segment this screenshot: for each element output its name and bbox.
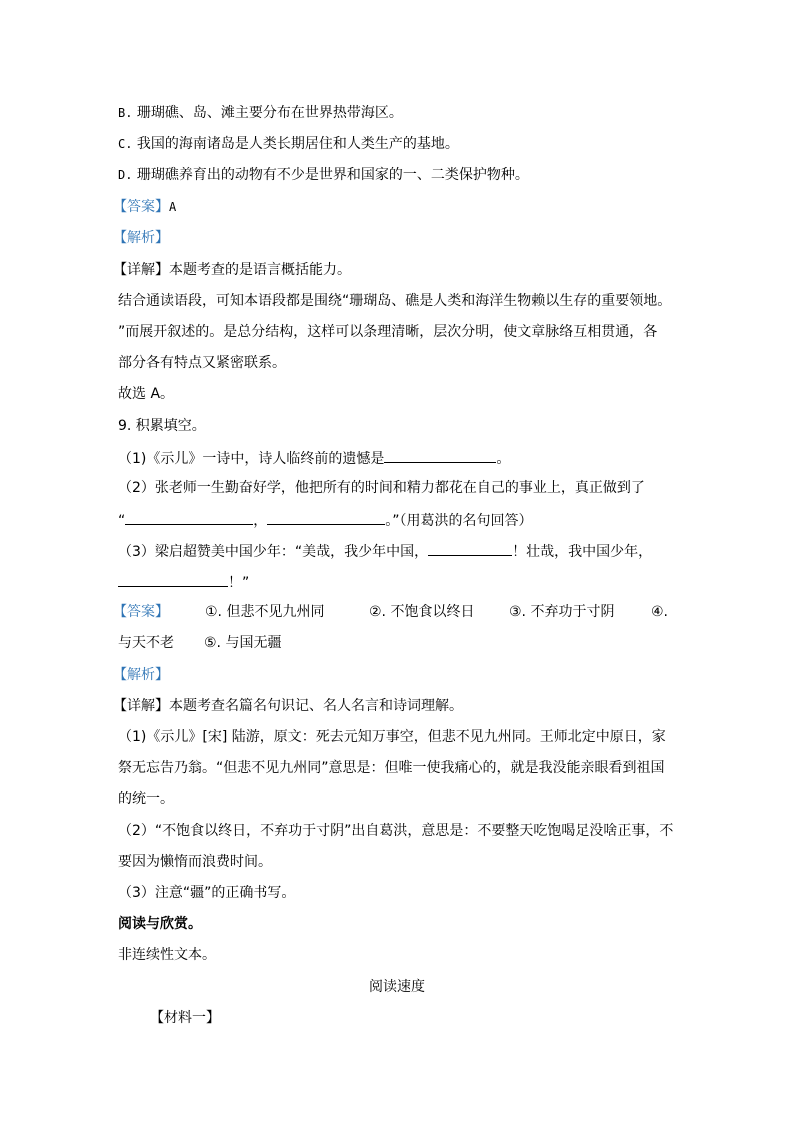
fill-blank-1[interactable] xyxy=(384,448,496,463)
q9-exp2-line1: （2）“不饱食以终日，不弃功于寸阴”出自葛洪，意思是：不要整天吃饱喝足没啥正事，不 xyxy=(118,823,674,839)
answer-5: ⑤. 与国无疆 xyxy=(204,635,282,651)
open-quote: “ xyxy=(118,513,126,529)
article-title: 阅读速度 xyxy=(369,979,425,995)
detail-text: 本题考查的是语言概括能力。 xyxy=(169,262,351,278)
q8-analysis-label: 【解析】 xyxy=(113,230,169,246)
fill-blank-5[interactable] xyxy=(118,572,228,587)
q9-exp3: （3）注意“疆”的正确书写。 xyxy=(118,885,296,901)
material-label: 【材料一】 xyxy=(150,1010,220,1026)
q9-exp2-line2: 要因为懒惰而浪费时间。 xyxy=(118,854,272,870)
detail-label: 【详解】 xyxy=(113,262,169,278)
q9-exp1-line1: （1)《示儿》[宋] 陆游，原文：死去元知万事空，但悲不见九州同。王师北定中原日，家 xyxy=(118,729,666,745)
sub1-suffix: 。 xyxy=(496,451,511,467)
sub3-end: ！” xyxy=(228,575,250,591)
q9-sub2-line1: （2）张老师一生勤奋好学，他把所有的时间和精力都花在自己的事业上，真正做到了 xyxy=(118,480,645,496)
sub3-prefix: （3）梁启超赞美中国少年：“美哉，我少年中国， xyxy=(118,544,429,560)
q8-detail xyxy=(113,261,351,279)
answer-value: A xyxy=(169,200,177,214)
q8-conclusion: 故选 A。 xyxy=(118,386,175,402)
option-letter: C. xyxy=(118,137,133,151)
q9-sub1 xyxy=(118,448,510,468)
q9-sub2-line2 xyxy=(118,510,533,530)
reading-subtitle: 非连续性文本。 xyxy=(118,947,216,963)
option-text: 我国的海南诸岛是人类长期居住和人类生产的基地。 xyxy=(136,136,459,152)
q9-sub3-line1 xyxy=(118,541,652,561)
q8-para-line1: 结合通读语段，可知本语段都是围绕“珊瑚岛、礁是人类和海洋生物赖以生存的重要领地。 xyxy=(118,293,672,309)
option-text: 珊瑚礁、岛、滩主要分布在世界热带海区。 xyxy=(136,105,403,121)
q9-sub3-line2 xyxy=(118,572,249,592)
q9-exp1-line3: 的统一。 xyxy=(118,791,174,807)
q9-analysis-label: 【解析】 xyxy=(113,667,169,683)
q9-exp1-line2: 祭无忘告乃翁。“但悲不见九州同”意思是：但唯一使我痛心的，就是我没能亲眼看到祖国 xyxy=(118,760,665,776)
q8-para-line3: 部分各有特点又紧密联系。 xyxy=(118,355,286,371)
option-b xyxy=(118,104,403,122)
option-letter: D. xyxy=(118,168,133,182)
option-d xyxy=(118,166,529,184)
option-letter: B. xyxy=(118,106,133,120)
answer-4: 与天不老 xyxy=(118,635,174,651)
reading-section-title: 阅读与欣赏。 xyxy=(118,916,202,932)
detail-text: 本题考查名篇名句识记、名人名言和诗词理解。 xyxy=(169,698,463,714)
answer-label: 【答案】 xyxy=(113,199,169,215)
sub2-suffix: 。”（用葛洪的名句回答） xyxy=(385,513,533,529)
answer-2: ②. 不饱食以终日 xyxy=(369,604,475,620)
q9-answer-line2 xyxy=(118,634,282,652)
fill-blank-2[interactable] xyxy=(125,510,253,525)
answer-label: 【答案】 xyxy=(113,604,169,620)
q8-answer xyxy=(113,198,176,216)
sub3-mid: ！壮哉，我中国少年， xyxy=(512,544,653,560)
answer-3: ③. 不弃功于寸阴 xyxy=(509,604,615,620)
q8-para-line2: ”而展开叙述的。是总分结构，这样可以条理清晰，层次分明，使文章脉络互相贯通，各 xyxy=(118,324,658,340)
q9-answer-line1 xyxy=(113,603,669,621)
detail-label: 【详解】 xyxy=(113,698,169,714)
q9-detail xyxy=(113,697,463,715)
fill-blank-3[interactable] xyxy=(267,510,385,525)
option-c xyxy=(118,135,459,153)
fill-blank-4[interactable] xyxy=(428,541,512,556)
option-text: 珊瑚礁养育出的动物有不少是世界和国家的一、二类保护物种。 xyxy=(136,167,529,183)
answer-4-num: ④. xyxy=(651,604,669,620)
sub1-prefix: （1)《示儿》一诗中，诗人临终前的遗憾是 xyxy=(118,451,385,467)
comma: ， xyxy=(253,513,268,529)
q9-title: 9. 积累填空。 xyxy=(118,418,206,434)
answer-1: ①. 但悲不见九州同 xyxy=(205,604,325,620)
